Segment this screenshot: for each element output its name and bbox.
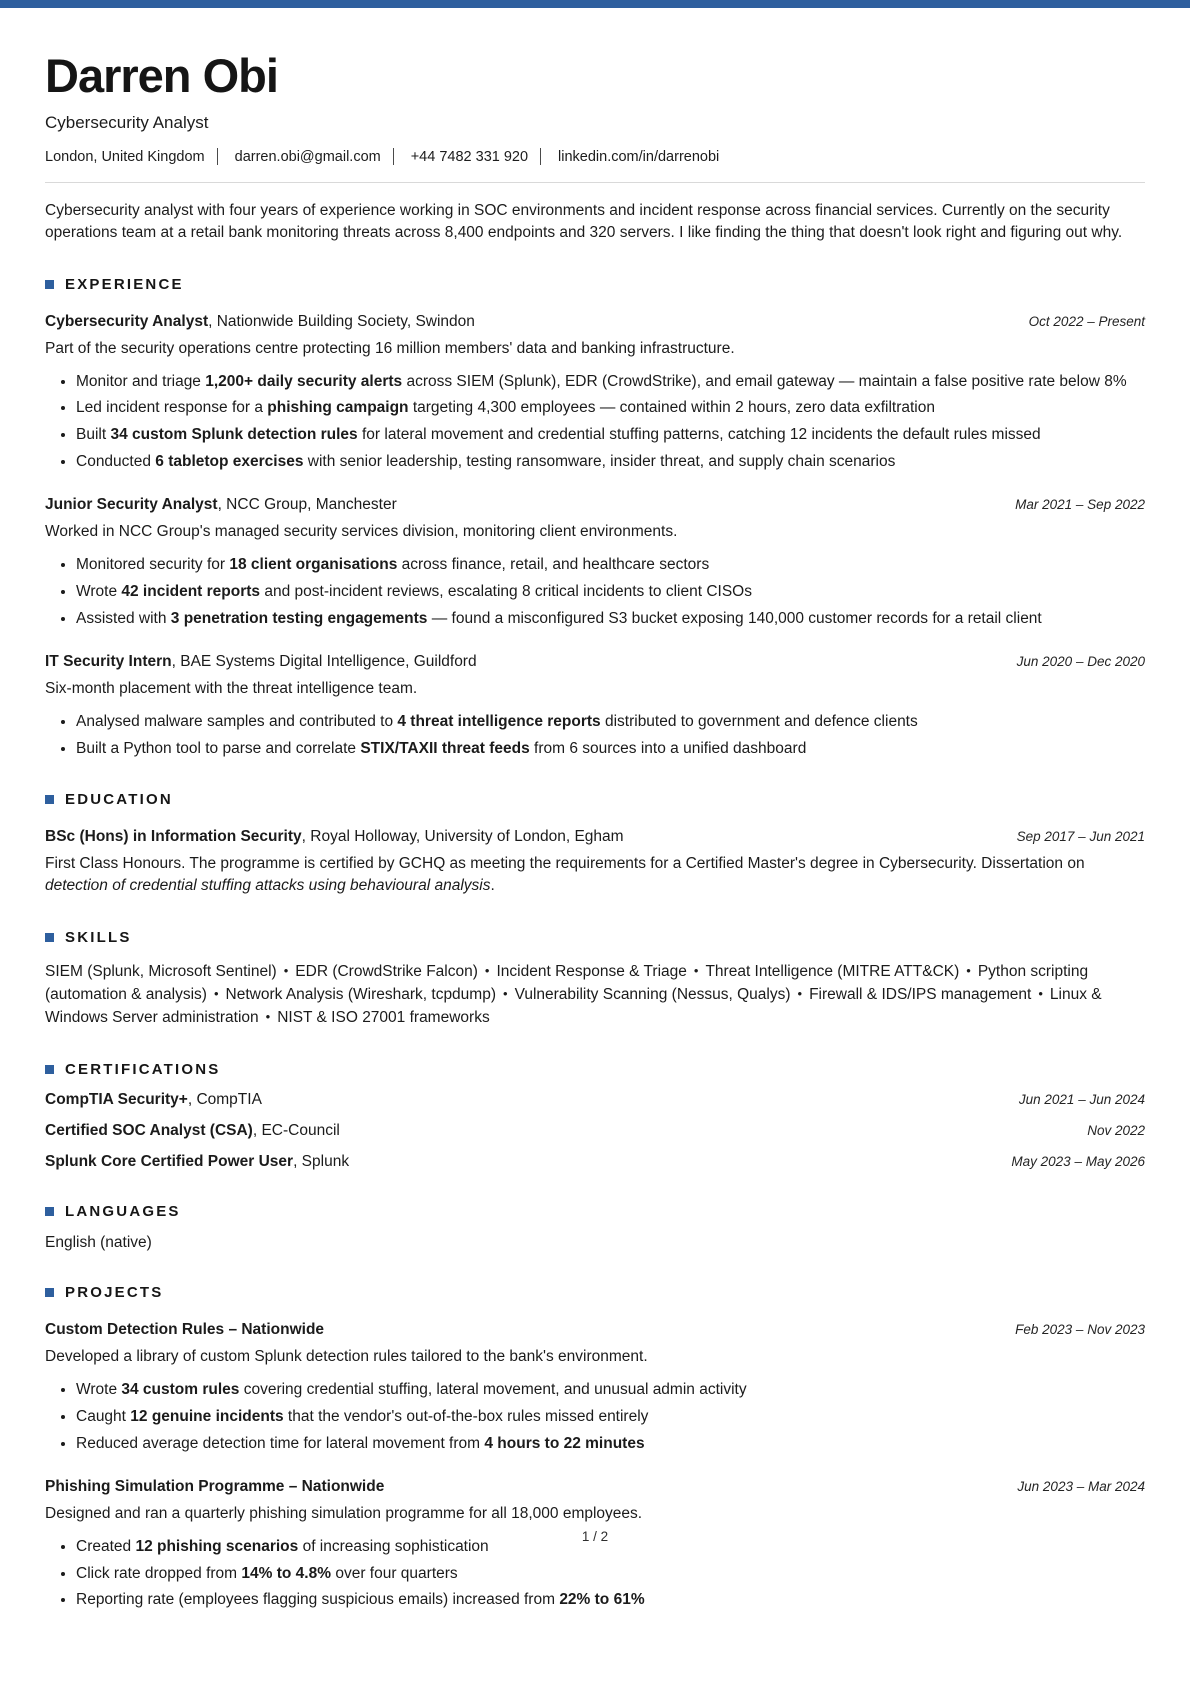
section-heading: [45, 1203, 1145, 1220]
certification-issuer: , Splunk: [293, 1153, 350, 1171]
text-segment: Monitor and triage: [76, 372, 206, 390]
header-divider: [45, 182, 1145, 183]
skill-item: Vulnerability Scanning (Nessus, Qualys): [514, 985, 791, 1003]
text-segment: Click rate dropped from: [76, 1564, 242, 1582]
entry-bullet-list: [45, 711, 1145, 759]
bullet-item: [76, 397, 1145, 419]
contact-row: [45, 148, 1145, 165]
entry-title: [45, 1478, 384, 1496]
text-segment: Wrote: [76, 582, 122, 600]
section-heading: [45, 929, 1145, 946]
text-segment: Built a Python tool to parse and correlate: [76, 739, 361, 757]
entry-title-secondary: , NCC Group, Manchester: [217, 496, 397, 514]
text-segment: Conducted: [76, 452, 156, 470]
bullet-item: [76, 608, 1145, 630]
certification-name: [45, 1091, 262, 1109]
entry-date-range: Jun 2023 – Mar 2024: [1017, 1479, 1145, 1495]
text-segment: First Class Honours. The programme is certified by GCHQ as meeting the requirements for a Certified Master's degree in Cybersecurity. Dissertation on: [45, 855, 1085, 873]
bullet-item: [76, 581, 1145, 603]
text-segment: and post-incident reviews, escalating 8 critical incidents to client CISOs: [260, 582, 752, 600]
skill-separator: •: [213, 985, 219, 1001]
section-heading: [45, 276, 1145, 293]
contact-separator: [217, 148, 218, 165]
text-segment: that the vendor's out-of-the-box rules missed entirely: [283, 1407, 649, 1425]
entry-title-primary: Phishing Simulation Programme – Nationwide: [45, 1478, 385, 1496]
entry-description: [45, 1503, 1145, 1525]
bullet-item: [76, 1379, 1145, 1401]
certification-issuer: , EC-Council: [252, 1122, 340, 1140]
languages-text: English (native): [45, 1234, 152, 1252]
entry-bullet-list: [45, 371, 1145, 473]
text-segment: 6 tabletop exercises: [155, 452, 304, 470]
text-segment: distributed to government and defence clients: [600, 712, 918, 730]
text-segment: 18 client organisations: [229, 556, 398, 574]
entry-title-primary: Junior Security Analyst: [45, 496, 218, 514]
bullet-item: [76, 554, 1145, 576]
entry-header: [45, 828, 1145, 846]
text-segment: 12 phishing scenarios: [135, 1537, 299, 1555]
bullet-item: [76, 1563, 1145, 1585]
entry-header: [45, 1321, 1145, 1339]
skill-item: Python scripting (automation & analysis): [45, 962, 1089, 1003]
entry-title: [45, 1321, 324, 1339]
section-title: EXPERIENCE: [65, 276, 184, 293]
bullet-item: [76, 424, 1145, 446]
entry-bullet-list: [45, 1536, 1145, 1611]
entry-date-range: Jun 2020 – Dec 2020: [1016, 654, 1145, 670]
text-segment: Analysed malware samples and contributed to: [76, 712, 398, 730]
skill-separator: •: [797, 985, 803, 1001]
text-segment: 12 genuine incidents: [130, 1407, 284, 1425]
text-segment: of increasing sophistication: [298, 1537, 489, 1555]
page-number: 1 / 2: [581, 1529, 609, 1544]
projects-entry-1: [45, 1321, 1145, 1454]
entry-title-secondary: , Nationwide Building Society, Swindon: [208, 313, 475, 330]
text-segment: Wrote: [76, 1381, 122, 1399]
text-segment: 3 penetration testing engagements: [170, 609, 428, 627]
skill-item: NIST & ISO 27001 frameworks: [277, 1008, 490, 1026]
text-segment: Led incident response for a: [76, 399, 268, 417]
section-education: [45, 791, 1145, 896]
text-segment: Caught: [76, 1407, 131, 1425]
experience-entry-3: [45, 653, 1145, 759]
section-marker-icon: [45, 1288, 54, 1297]
text-segment: targeting 4,300 employees — contained within 2 hours, zero data exfiltration: [408, 399, 935, 417]
certification-row-2: [45, 1122, 1145, 1140]
skill-separator: •: [484, 962, 490, 978]
certification-issuer: , CompTIA: [187, 1091, 262, 1109]
text-segment: 4 hours to 22 minutes: [484, 1434, 645, 1452]
section-marker-icon: [45, 1065, 54, 1074]
entry-title: [45, 313, 475, 331]
certification-title: Splunk Core Certified Power User: [45, 1153, 294, 1171]
text-segment: over four quarters: [331, 1564, 458, 1582]
entry-description: [45, 678, 1145, 700]
text-segment: STIX/TAXII threat feeds: [360, 739, 530, 757]
entry-date-range: Feb 2023 – Nov 2023: [1015, 1322, 1145, 1338]
certification-name: [45, 1122, 340, 1140]
entry-title-primary: BSc (Hons) in Information Security: [45, 828, 302, 846]
section-heading: [45, 1061, 1145, 1078]
contact-separator: [393, 148, 394, 165]
skill-separator: •: [966, 962, 971, 978]
entry-title-secondary: , BAE Systems Digital Intelligence, Guildford: [171, 653, 477, 671]
entry-date-range: Sep 2017 – Jun 2021: [1016, 829, 1145, 845]
person-job-title: Cybersecurity Analyst: [45, 113, 209, 132]
text-segment: Assisted with: [76, 609, 171, 627]
bullet-item: [76, 1433, 1145, 1455]
skill-separator: •: [283, 962, 289, 978]
text-segment: with senior leadership, testing ransomware, insider threat, and supply chain scenarios: [303, 452, 896, 470]
text-segment: 42 incident reports: [121, 582, 261, 600]
text-segment: Built: [76, 426, 111, 444]
sections: [45, 276, 1145, 1611]
entry-description: [45, 521, 1145, 543]
text-segment: Designed and ran a quarterly phishing simulation programme for all 18,000 employees.: [45, 1505, 643, 1523]
section-title: LANGUAGES: [65, 1203, 181, 1221]
section-marker-icon: [45, 1207, 54, 1216]
experience-entry-1: [45, 313, 1145, 472]
contact-item-3: +44 7482 331 920: [410, 148, 529, 165]
contact-separator: [540, 148, 541, 165]
text-segment: 34 custom rules: [121, 1381, 240, 1399]
section-certifications: [45, 1061, 1145, 1171]
certification-row-3: [45, 1153, 1145, 1171]
skill-separator: •: [503, 985, 508, 1001]
section-title: SKILLS: [65, 928, 132, 946]
entry-title-primary: Custom Detection Rules – Nationwide: [45, 1321, 325, 1339]
experience-entry-2: [45, 496, 1145, 629]
education-entry-1: [45, 828, 1145, 896]
text-segment: for lateral movement and credential stuffing patterns, catching 12 incidents the default rules missed: [357, 426, 1041, 444]
section-heading: [45, 1284, 1145, 1301]
section-title: PROJECTS: [65, 1284, 164, 1302]
text-segment: Created: [76, 1537, 136, 1555]
text-segment: — found a misconfigured S3 bucket exposing 140,000 customer records for a retail client: [427, 609, 1042, 627]
section-title: EDUCATION: [65, 791, 173, 809]
text-segment: 14% to 4.8%: [241, 1564, 332, 1582]
text-segment: detection of credential stuffing attacks using behavioural analysis: [45, 876, 491, 894]
entry-header: [45, 653, 1145, 671]
text-segment: Monitored security for: [76, 556, 230, 574]
text-segment: 34 custom Splunk detection rules: [110, 426, 358, 444]
text-segment: Part of the security operations centre protecting 16 million members' data and banking infrastructure.: [45, 340, 735, 357]
entry-title: [45, 496, 397, 514]
certification-title: CompTIA Security+: [45, 1091, 188, 1109]
person-name: Darren Obi: [45, 49, 278, 102]
text-segment: Reporting rate (employees flagging suspicious emails) increased from: [76, 1591, 560, 1609]
skill-item: Threat Intelligence (MITRE ATT&CK): [705, 962, 960, 980]
entry-description: [45, 853, 1145, 896]
entry-header: [45, 313, 1145, 331]
text-segment: covering credential stuffing, lateral movement, and unusual admin activity: [239, 1381, 747, 1399]
entry-description: [45, 1346, 1145, 1368]
skills-list: [45, 961, 1145, 1030]
text-segment: Six-month placement with the threat intelligence team.: [45, 680, 418, 698]
skill-item: Linux & Windows Server administration: [45, 985, 1102, 1026]
text-segment: Reduced average detection time for lateral movement from: [76, 1434, 485, 1452]
certification-date-range: May 2023 – May 2026: [1011, 1154, 1145, 1170]
entry-description: [45, 338, 1145, 360]
entry-title: [45, 653, 477, 671]
section-marker-icon: [45, 933, 54, 942]
section-projects: [45, 1284, 1145, 1611]
text-segment: Worked in NCC Group's managed security services division, monitoring client environments.: [45, 523, 678, 541]
certification-date-range: Jun 2021 – Jun 2024: [1018, 1092, 1145, 1108]
entry-title-secondary: , Royal Holloway, University of London, Egham: [301, 828, 624, 846]
text-segment: from 6 sources into a unified dashboard: [529, 739, 807, 757]
certification-title: Certified SOC Analyst (CSA): [45, 1122, 253, 1140]
skill-separator: •: [265, 1008, 271, 1024]
entry-title-primary: Cybersecurity Analyst: [45, 313, 209, 330]
text-segment: across SIEM (Splunk), EDR (CrowdStrike), and email gateway — maintain a false positive rate below 8%: [402, 372, 1127, 390]
section-skills: [45, 929, 1145, 1030]
skill-item: EDR (CrowdStrike Falcon): [295, 962, 478, 980]
text-segment: Developed a library of custom Splunk detection rules tailored to the bank's environment.: [45, 1348, 648, 1366]
bullet-item: [76, 1406, 1145, 1428]
bullet-item: [76, 371, 1145, 393]
section-marker-icon: [45, 280, 54, 289]
skill-separator: •: [1038, 985, 1043, 1001]
contact-item-1: London, United Kingdom: [45, 148, 205, 165]
entry-date-range: Mar 2021 – Sep 2022: [1015, 497, 1145, 513]
skill-item: Firewall & IDS/IPS management: [809, 985, 1032, 1003]
text-segment: across finance, retail, and healthcare sectors: [397, 556, 710, 574]
skill-item: Incident Response & Triage: [496, 962, 687, 980]
bullet-item: [76, 711, 1145, 733]
text-segment: 1,200+ daily security alerts: [205, 372, 403, 390]
text-segment: 4 threat intelligence reports: [397, 712, 601, 730]
entry-title: [45, 828, 624, 846]
section-languages: [45, 1203, 1145, 1252]
text-segment: .: [490, 876, 495, 894]
entry-title-primary: IT Security Intern: [45, 653, 172, 671]
contact-item-4[interactable]: linkedin.com/in/darrenobi: [558, 148, 720, 165]
skill-separator: •: [693, 962, 699, 978]
section-title: CERTIFICATIONS: [65, 1061, 221, 1079]
bullet-item: [76, 1589, 1145, 1611]
skill-item: SIEM (Splunk, Microsoft Sentinel): [45, 962, 277, 980]
text-segment: phishing campaign: [267, 399, 409, 417]
contact-item-2[interactable]: darren.obi@gmail.com: [234, 148, 381, 165]
resume-page: [0, 48, 1190, 1611]
accent-top-bar: [0, 0, 1190, 8]
certification-name: [45, 1153, 349, 1171]
certification-date-range: Nov 2022: [1087, 1123, 1145, 1139]
bullet-item: [76, 738, 1145, 760]
certification-row-1: [45, 1091, 1145, 1109]
entry-bullet-list: [45, 1379, 1145, 1454]
summary-paragraph: Cybersecurity analyst with four years of experience working in SOC environments and incident response across financial services. Currently on the security operations team at a retail bank monitoring threats across 8,400 endpoints and 320 servers. I like finding the thing that doesn't look right and figuring out why.: [45, 202, 1123, 241]
entry-date-range: Oct 2022 – Present: [1028, 314, 1145, 329]
section-heading: [45, 791, 1145, 808]
entry-header: [45, 496, 1145, 514]
entry-header: [45, 1478, 1145, 1496]
text-segment: 22% to 61%: [559, 1591, 645, 1609]
section-experience: [45, 276, 1145, 759]
entry-bullet-list: [45, 554, 1145, 629]
section-marker-icon: [45, 795, 54, 804]
bullet-item: [76, 451, 1145, 473]
projects-entry-2: [45, 1478, 1145, 1611]
skill-item: Network Analysis (Wireshark, tcpdump): [225, 985, 496, 1003]
